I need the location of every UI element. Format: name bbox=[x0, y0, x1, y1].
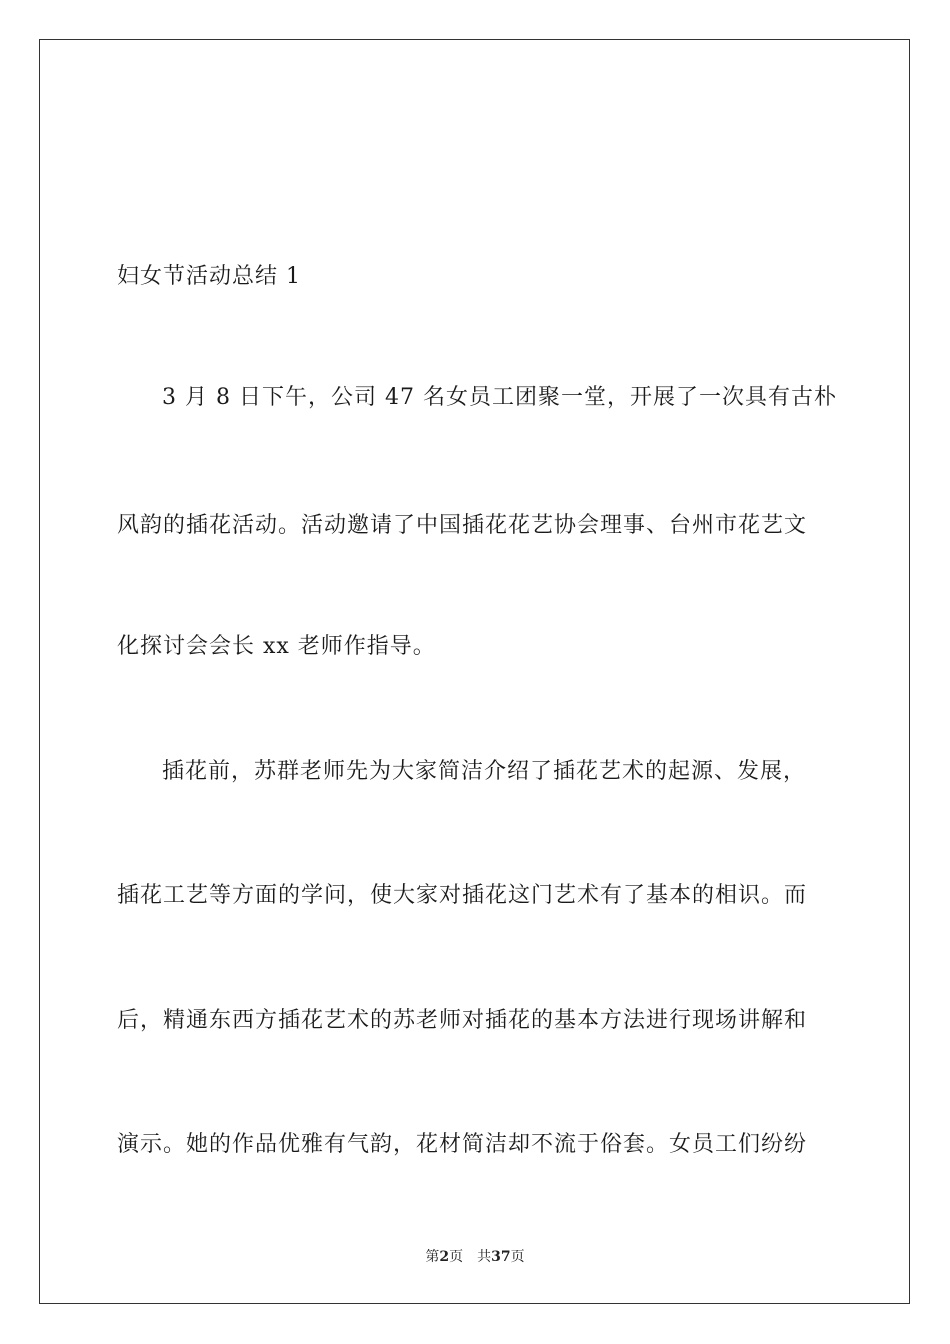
page-border bbox=[39, 39, 910, 1304]
paragraph-line: 插花工艺等方面的学问，使大家对插花这门艺术有了基本的相识。而 bbox=[117, 883, 808, 908]
page-suffix: 页 bbox=[449, 1249, 464, 1265]
page-footer bbox=[0, 1248, 950, 1266]
paragraph-line: 后，精通东西方插花艺术的苏老师对插花的基本方法进行现场讲解和 bbox=[117, 1008, 808, 1033]
paragraph-line: 3 月 8 日下午，公司 47 名女员工团聚一堂，开展了一次具有古朴 bbox=[162, 385, 837, 410]
paragraph-line: 插花前，苏群老师先为大家简洁介绍了插花艺术的起源、发展， bbox=[162, 759, 807, 784]
document-heading: 妇女节活动总结 1 bbox=[117, 264, 301, 289]
total-page-number: 37 bbox=[491, 1249, 511, 1265]
page-prefix: 第 bbox=[425, 1249, 440, 1265]
paragraph-line: 风韵的插花活动。活动邀请了中国插花花艺协会理事、台州市花艺文 bbox=[117, 513, 808, 538]
total-suffix: 页 bbox=[510, 1249, 525, 1265]
paragraph-line: 演示。她的作品优雅有气韵，花材简洁却不流于俗套。女员工们纷纷 bbox=[117, 1132, 808, 1157]
current-page-number: 2 bbox=[439, 1249, 450, 1265]
paragraph-line: 化探讨会会长 xx 老师作指导。 bbox=[117, 634, 436, 659]
total-prefix: 共 bbox=[477, 1249, 492, 1265]
